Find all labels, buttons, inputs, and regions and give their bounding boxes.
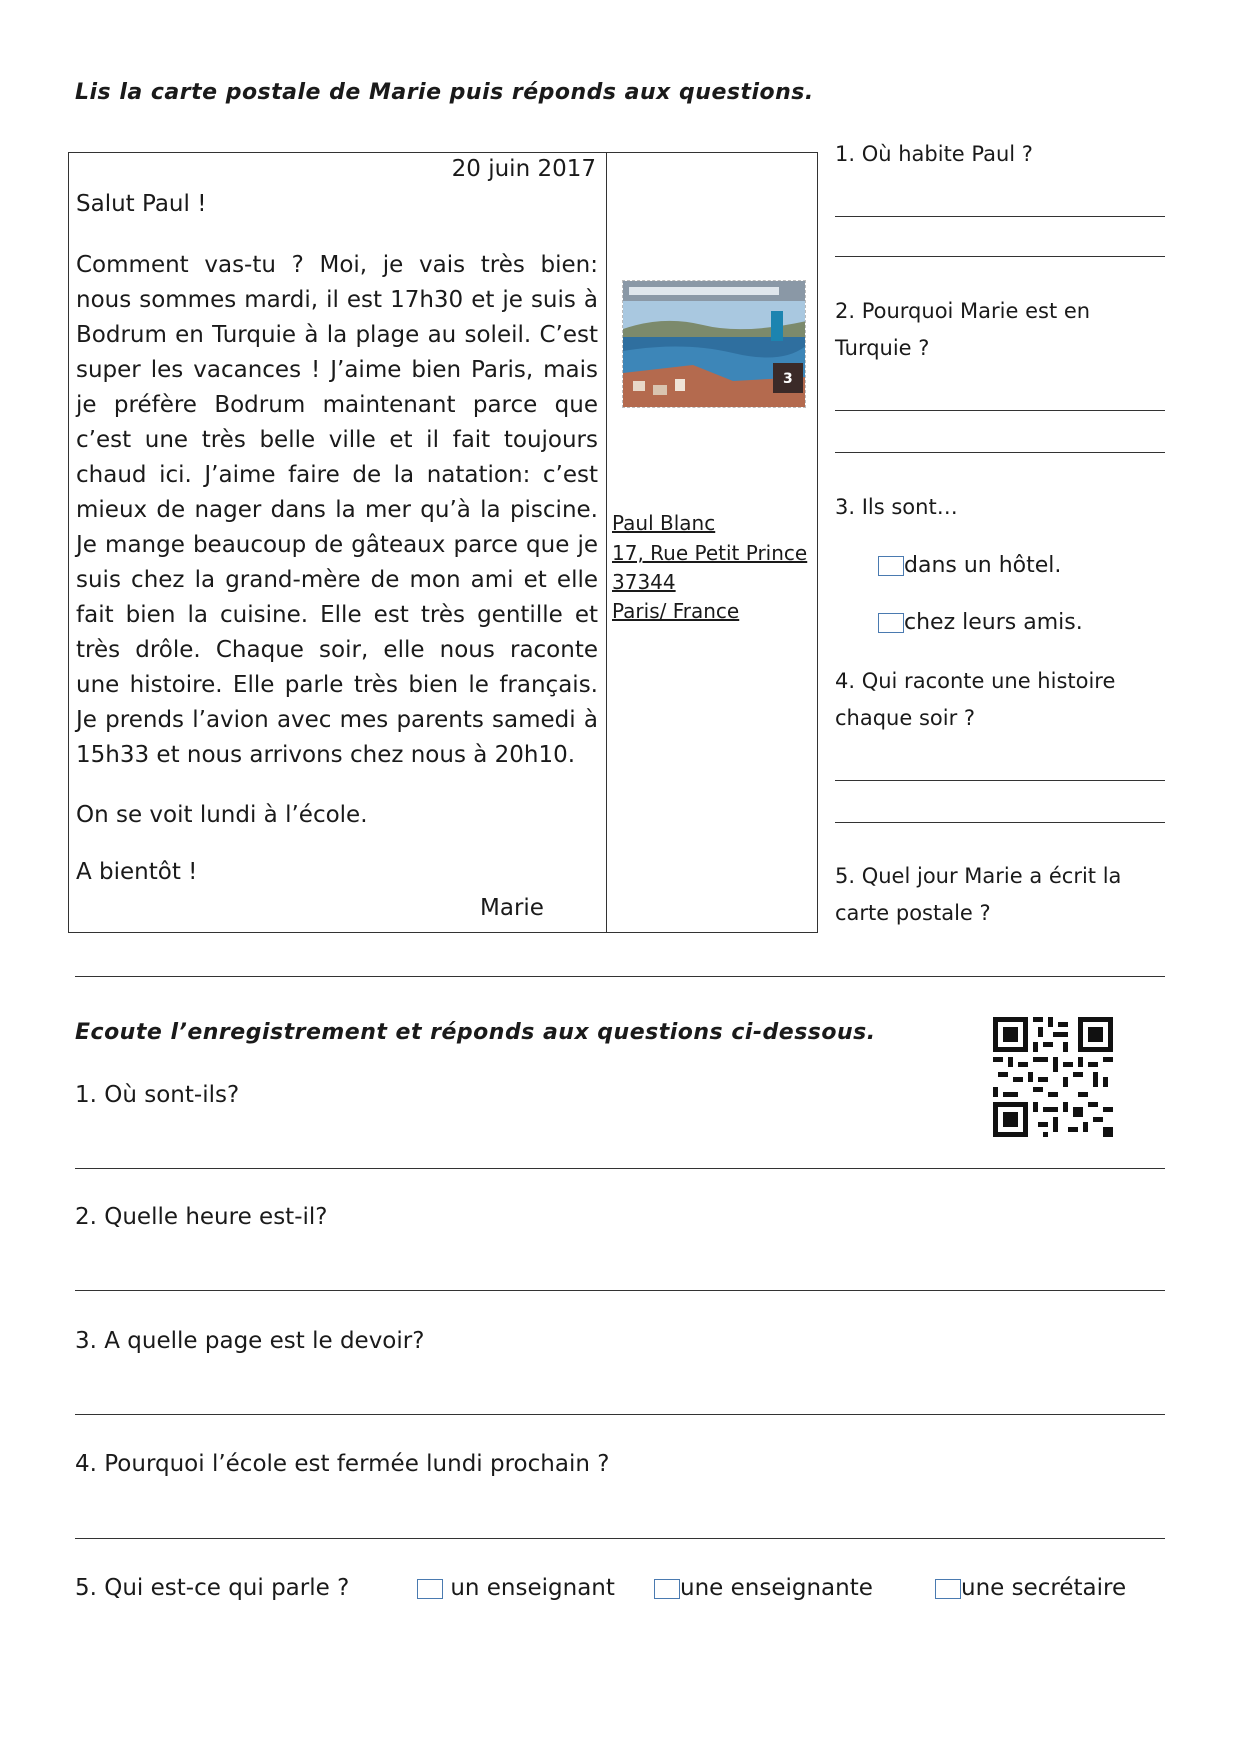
qr-code-icon[interactable] [993, 1017, 1113, 1137]
section2-instruction: Ecoute l’enregistrement et réponds aux questions ci-dessous. [75, 1020, 876, 1045]
postcard-closing-line: On se voit lundi à l’école. [76, 802, 368, 828]
checkbox[interactable] [935, 1579, 961, 1599]
answer-line[interactable] [75, 1538, 1165, 1539]
postcard-date: 20 juin 2017 [451, 156, 596, 182]
answer-line[interactable] [75, 976, 1165, 977]
answer-line[interactable] [75, 1168, 1165, 1169]
option-friends-label: chez leurs amis. [904, 610, 1083, 635]
stamp-image [622, 280, 806, 408]
checkbox[interactable] [654, 1579, 680, 1599]
answer-line[interactable] [835, 216, 1165, 217]
answer-line[interactable] [75, 1414, 1165, 1415]
stamp-value: 3 [783, 371, 793, 387]
listening-question-5: 5. Qui est-ce qui parle ? [75, 1575, 350, 1601]
option-enseignant[interactable] [417, 1575, 615, 1601]
option-secretaire[interactable] [935, 1575, 1126, 1601]
option-secretaire-label: une secrétaire [961, 1575, 1127, 1601]
option-enseignante-label: une enseignante [680, 1575, 873, 1601]
option-enseignant-label: un enseignant [450, 1575, 615, 1601]
postcard-signature: Marie [480, 895, 544, 921]
answer-line[interactable] [835, 452, 1165, 453]
question-2: 2. Pourquoi Marie est en Turquie ? [835, 299, 1091, 360]
address-city: Paris/ France [612, 599, 740, 623]
checkbox[interactable] [878, 556, 904, 576]
address-postcode: 37344 [612, 570, 676, 594]
question-4: 4. Qui raconte une histoire chaque soir ? [835, 669, 1116, 730]
postcard-divider [606, 152, 607, 933]
answer-line[interactable] [835, 822, 1165, 823]
answer-line[interactable] [835, 256, 1165, 257]
listening-question-4: 4. Pourquoi l’école est fermée lundi prochain ? [75, 1451, 610, 1477]
address-street: 17, Rue Petit Prince [612, 541, 808, 565]
listening-question-1: 1. Où sont-ils? [75, 1082, 240, 1108]
postcard-body [76, 248, 598, 773]
listening-question-2: 2. Quelle heure est-il? [75, 1204, 328, 1230]
question-1: 1. Où habite Paul ? [835, 142, 1033, 166]
answer-line[interactable] [75, 1290, 1165, 1291]
answer-line[interactable] [835, 410, 1165, 411]
option-hotel[interactable] [878, 553, 1061, 578]
postcard-body-text: Comment vas-tu ? Moi, je vais très bien: nous sommes mardi, il est 17h30 et je suis à Bodrum en Turquie à la plage au soleil. C’est super les vacances ! J’aime bien Paris, mais je préfère Bodrum maintenant parce que c’est une très belle ville et il fait toujours chaud ici. J’aime faire de la natation: c’est mieux de nager dans la mer qu’à la piscine. Je mange beaucoup de gâteaux parce que je suis chez la grand-mère de mon ami et elle fait bien la cuisine. Elle est très gentille et très drôle. Chaque soir, elle nous raconte une histoire. Elle parle très bien le français. Je prends l’avion avec mes parents samedi à 15h33 et nous arrivons chez nous à 20h10. [76, 252, 598, 768]
answer-line[interactable] [835, 780, 1165, 781]
checkbox[interactable] [878, 613, 904, 633]
checkbox[interactable] [417, 1579, 443, 1599]
question-5: 5. Quel jour Marie a écrit la carte postale ? [835, 864, 1122, 925]
address-name: Paul Blanc [612, 511, 716, 535]
question-3: 3. Ils sont… [835, 495, 958, 519]
section1-instruction: Lis la carte postale de Marie puis réponds aux questions. [75, 80, 814, 105]
listening-question-3: 3. A quelle page est le devoir? [75, 1328, 425, 1354]
postcard-greeting: Salut Paul ! [76, 191, 207, 217]
option-hotel-label: dans un hôtel. [904, 553, 1062, 578]
option-friends[interactable] [878, 610, 1083, 635]
option-enseignante[interactable] [654, 1575, 873, 1601]
postcard-farewell: A bientôt ! [76, 859, 198, 885]
